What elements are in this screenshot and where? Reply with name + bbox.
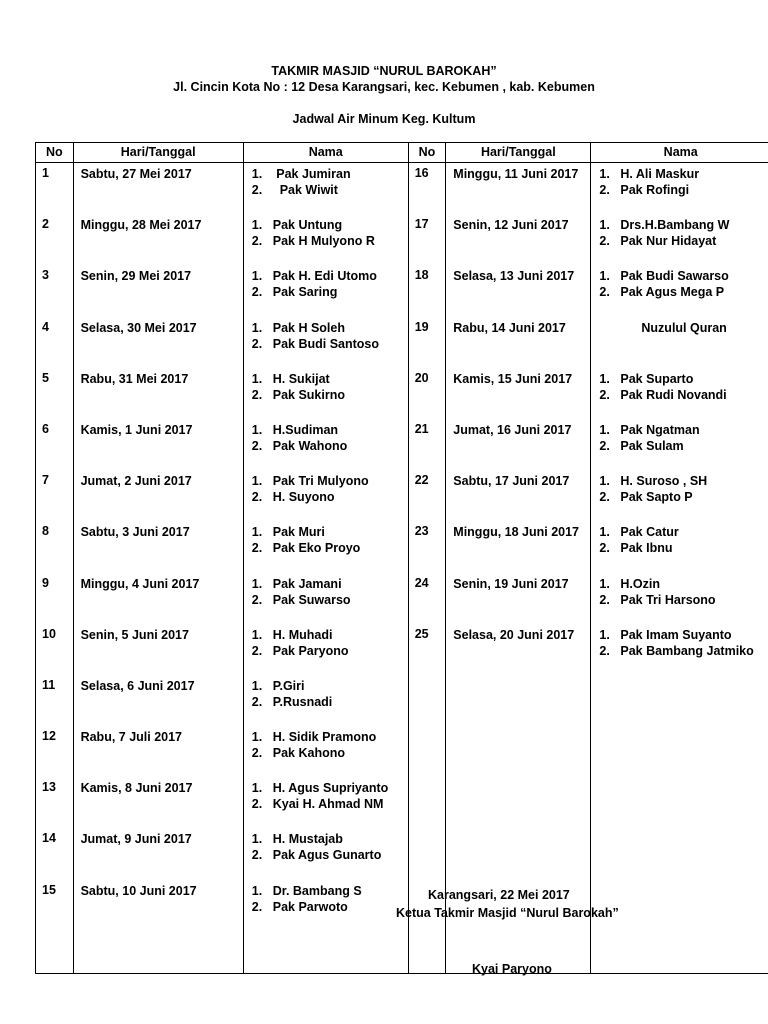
person-name: H. Suyono [272,490,335,505]
names-list [244,729,408,761]
person-name: Pak Bambang Jatmiko [620,643,754,658]
cell-names [243,317,408,368]
list-item [251,320,408,336]
person-name: Pak Tri Mulyono [272,474,369,489]
person-name: H. Sukijat [272,371,330,386]
header-no: No [408,143,446,163]
person-name: H. Mustajab [272,832,343,847]
signature-name: Kyai Paryono [472,962,552,976]
cell-names [591,726,768,777]
signature-place-date: Karangsari, 22 Mei 2017 [428,888,570,902]
cell-names [243,368,408,419]
names-list [591,473,768,505]
person-name: H. Sidik Pramono [272,730,377,745]
table-row [36,521,768,572]
list-number: 1. [251,627,263,642]
person-name: Pak Suwarso [272,592,351,607]
cell-day: Kamis, 15 Juni 2017 [446,368,591,419]
list-item [251,268,408,284]
person-name: Pak H. Edi Utomo [272,269,377,284]
cell-names [591,317,768,368]
list-item [251,166,408,182]
table-row [36,419,768,470]
list-number: 2. [251,336,263,351]
cell-names [591,214,768,265]
cell-no: 20 [408,368,446,419]
list-item [599,473,768,489]
list-number: 1. [251,320,263,335]
list-number: 2. [251,490,263,505]
cell-day: Senin, 12 Juni 2017 [446,214,591,265]
names-list [591,627,768,659]
cell-names [591,777,768,828]
cell-day: Selasa, 13 Juni 2017 [446,265,591,316]
person-name: Pak Suparto [620,371,694,386]
list-item [599,387,768,403]
list-item [251,422,408,438]
cell-no [408,726,446,777]
list-item [599,592,768,608]
cell-no: 14 [36,828,74,879]
list-item [251,473,408,489]
cell-names [591,573,768,624]
list-number: 2. [251,285,263,300]
list-number: 1. [599,371,610,386]
cell-no: 24 [408,573,446,624]
cell-no: 21 [408,419,446,470]
cell-no [408,828,446,879]
list-item [251,336,408,352]
cell-day: Senin, 29 Mei 2017 [73,265,243,316]
person-name: Pak Jumiran [272,167,351,181]
list-item [251,831,408,847]
table-row [36,777,768,828]
list-item [251,847,408,863]
list-number: 1. [251,167,263,181]
list-item [251,540,408,556]
person-name: Pak Wahono [272,438,348,453]
list-item [599,268,768,284]
list-item [599,371,768,387]
cell-names [243,880,408,931]
table-row [36,317,768,368]
list-number: 1. [251,781,263,796]
list-item [251,694,408,710]
person-name: P.Rusnadi [272,694,333,709]
person-name: Pak Budi Santoso [272,336,380,351]
cell-day: Senin, 5 Juni 2017 [73,624,243,675]
list-item [599,284,768,300]
table-row [36,265,768,316]
names-list [244,883,408,915]
empty-cell [408,931,446,974]
person-name: H. Ali Maskur [620,167,700,181]
list-number: 1. [251,218,263,233]
cell-day: Jumat, 2 Juni 2017 [73,470,243,521]
list-number: 2. [251,387,263,402]
list-item [251,780,408,796]
names-list [244,831,408,863]
cell-day: Minggu, 18 Juni 2017 [446,521,591,572]
list-item [251,182,408,198]
cell-no: 25 [408,624,446,675]
list-item [251,524,408,540]
list-number: 2. [599,592,610,607]
cell-no: 3 [36,265,74,316]
list-number: 1. [251,576,263,591]
list-number: 2. [599,183,610,197]
list-number: 2. [251,899,263,914]
cell-day: Sabtu, 10 Juni 2017 [73,880,243,931]
cell-day: Kamis, 1 Juni 2017 [73,419,243,470]
list-number: 2. [599,387,610,402]
cell-names [591,828,768,879]
cell-day: Sabtu, 3 Juni 2017 [73,521,243,572]
cell-no: 17 [408,214,446,265]
list-number: 1. [599,576,610,591]
cell-no: 19 [408,317,446,368]
cell-names [243,419,408,470]
empty-cell [36,931,74,974]
cell-names [243,163,408,215]
person-name: Pak Paryono [272,643,349,658]
names-list [244,166,408,198]
cell-day: Jumat, 9 Juni 2017 [73,828,243,879]
list-item [599,576,768,592]
list-number: 1. [599,627,610,642]
person-name: Pak Muri [272,525,325,540]
list-item [251,678,408,694]
names-list [591,524,768,556]
person-name: Pak Ibnu [620,541,673,556]
header-no: No [36,143,74,163]
cell-no: 8 [36,521,74,572]
person-name: H. Muhadi [272,627,333,642]
person-name: Pak Ngatman [620,422,700,437]
list-item [251,899,408,915]
table-row [36,163,768,215]
cell-no: 1 [36,163,74,215]
list-number: 2. [251,848,263,863]
cell-names [243,675,408,726]
list-item [251,729,408,745]
names-list [244,678,408,710]
list-item [251,371,408,387]
cell-day [446,777,591,828]
cell-day: Selasa, 30 Mei 2017 [73,317,243,368]
table-header-row [36,143,768,163]
person-name: Pak Untung [272,218,343,233]
list-number: 1. [251,269,263,284]
table-row [36,470,768,521]
cell-day: Selasa, 20 Juni 2017 [446,624,591,675]
list-number: 1. [599,269,610,284]
names-list [244,524,408,556]
person-name: H.Ozin [620,576,660,591]
list-number: 2. [599,285,610,300]
cell-names [243,470,408,521]
cell-day: Minggu, 4 Juni 2017 [73,573,243,624]
list-item [251,576,408,592]
cell-no: 12 [36,726,74,777]
list-item [251,489,408,505]
cell-no: 16 [408,163,446,215]
cell-day: Minggu, 28 Mei 2017 [73,214,243,265]
cell-names [591,419,768,470]
person-name: Pak Jamani [272,576,342,591]
cell-names [243,214,408,265]
cell-day: Minggu, 11 Juni 2017 [446,163,591,215]
cell-day: Kamis, 8 Juni 2017 [73,777,243,828]
list-number: 1. [599,218,610,233]
person-name: Pak Tri Harsono [620,592,716,607]
list-number: 1. [251,525,263,540]
document-title: Jadwal Air Minum Keg. Kultum [292,112,476,126]
table-row [36,624,768,675]
cell-names [243,777,408,828]
list-number: 2. [251,541,263,556]
names-list [244,217,408,249]
cell-names [591,521,768,572]
cell-no: 18 [408,265,446,316]
table-row [36,368,768,419]
list-number: 2. [251,592,263,607]
cell-day [446,726,591,777]
list-item [251,592,408,608]
signature-role: Ketua Takmir Masjid “Nurul Barokah” [396,906,619,920]
list-item [599,217,768,233]
list-item [599,489,768,505]
schedule-table [35,142,768,974]
person-name: Pak Eko Proyo [272,541,361,556]
names-list [244,320,408,352]
person-name: Pak Budi Sawarso [620,269,729,284]
cell-day: Sabtu, 27 Mei 2017 [73,163,243,215]
cell-names [591,368,768,419]
names-list [244,576,408,608]
list-item [251,883,408,899]
list-number: 2. [599,541,610,556]
org-address: Jl. Cincin Kota No : 12 Desa Karangsari, kec. Kebumen , kab. Kebumen [173,80,595,94]
person-name: Pak Imam Suyanto [620,627,732,642]
cell-day [446,828,591,879]
cell-no: 7 [36,470,74,521]
names-list [591,576,768,608]
cell-no: 15 [36,880,74,931]
cell-no: 11 [36,675,74,726]
list-number: 1. [599,422,610,437]
list-number: 2. [251,797,263,812]
person-name: H.Sudiman [272,422,339,437]
cell-names [243,265,408,316]
names-list [591,371,768,403]
names-list [244,268,408,300]
list-item [599,166,768,182]
empty-cell [243,931,408,974]
table-row [36,828,768,879]
header-day: Hari/Tanggal [73,143,243,163]
cell-names [591,265,768,316]
list-number: 1. [599,525,610,540]
list-item [251,233,408,249]
schedule-body [36,163,768,974]
list-item [599,438,768,454]
table-row [36,573,768,624]
list-item [599,627,768,643]
list-number: 2. [599,490,610,505]
names-list [244,627,408,659]
list-number: 1. [251,883,263,898]
names-list [591,422,768,454]
cell-names [243,828,408,879]
cell-names [591,470,768,521]
table-row-empty [36,931,768,974]
cell-day: Selasa, 6 Juni 2017 [73,675,243,726]
person-name: Pak Sapto P [620,490,693,505]
list-number: 1. [251,678,263,693]
list-number: 2. [251,746,263,761]
list-number: 2. [251,234,263,249]
person-name: Dr. Bambang S [272,883,362,898]
person-name: Pak Agus Gunarto [272,848,382,863]
list-number: 1. [251,730,263,745]
table-row [36,726,768,777]
person-name: Pak H Mulyono R [272,234,375,249]
cell-no [408,777,446,828]
cell-names [243,624,408,675]
cell-names [591,675,768,726]
list-number: 2. [251,694,263,709]
list-item [251,745,408,761]
person-name: Pak Parwoto [272,899,348,914]
cell-names [243,521,408,572]
header-names: Nama [591,143,768,163]
names-list [244,780,408,812]
names-list [244,371,408,403]
person-name: Pak Nur Hidayat [620,234,717,249]
list-item [599,182,768,198]
cell-day: Rabu, 7 Juli 2017 [73,726,243,777]
cell-no: 6 [36,419,74,470]
cell-names [243,573,408,624]
person-name: Pak Rudi Novandi [620,387,727,402]
list-item [251,387,408,403]
header-names: Nama [243,143,408,163]
cell-day: Senin, 19 Juni 2017 [446,573,591,624]
names-list [244,473,408,505]
list-item [599,422,768,438]
list-number: 2. [599,438,610,453]
cell-no: 2 [36,214,74,265]
list-item [251,627,408,643]
list-number: 1. [251,474,263,489]
person-name: H. Suroso , SH [620,474,708,489]
list-number: 1. [251,832,263,847]
cell-no: 22 [408,470,446,521]
cell-no: 9 [36,573,74,624]
list-item [599,643,768,659]
cell-no: 5 [36,368,74,419]
cell-no: 10 [36,624,74,675]
names-list [591,217,768,249]
list-item [599,233,768,249]
cell-names [243,726,408,777]
cell-no: 23 [408,521,446,572]
list-item [599,540,768,556]
list-item [251,643,408,659]
person-name: Pak Sukirno [272,387,345,402]
table-row [36,675,768,726]
cell-day: Jumat, 16 Juni 2017 [446,419,591,470]
list-number: 1. [599,167,610,181]
list-item [599,524,768,540]
cell-no: 13 [36,777,74,828]
cell-day: Rabu, 14 Juni 2017 [446,317,591,368]
table-row [36,214,768,265]
empty-cell [591,931,768,974]
cell-names [591,163,768,215]
list-number: 1. [599,474,610,489]
cell-day: Rabu, 31 Mei 2017 [73,368,243,419]
names-list [591,268,768,300]
names-list [244,422,408,454]
list-item [251,217,408,233]
org-title: TAKMIR MASJID “NURUL BAROKAH” [271,64,497,78]
list-item [251,438,408,454]
list-number: 1. [251,371,263,386]
special-event: Nuzulul Quran [641,320,727,335]
list-number: 2. [251,438,263,453]
person-name: Pak Catur [620,525,679,540]
person-name: P.Giri [272,678,305,693]
list-number: 2. [251,643,263,658]
list-item [251,796,408,812]
cell-no: 4 [36,317,74,368]
person-name: Kyai H. Ahmad NM [272,797,384,812]
cell-day [446,675,591,726]
cell-day: Sabtu, 17 Juni 2017 [446,470,591,521]
person-name: Pak Rofingi [620,183,690,197]
person-name: Pak Agus Mega P [620,285,725,300]
names-list [591,166,768,198]
list-number: 2. [599,234,610,249]
person-name: H. Agus Supriyanto [272,781,389,796]
list-number: 2. [251,183,263,197]
list-item [251,284,408,300]
cell-names [591,624,768,675]
empty-cell [73,931,243,974]
person-name: Pak Saring [272,285,338,300]
header-day: Hari/Tanggal [446,143,591,163]
list-number: 1. [251,422,263,437]
person-name: Pak Sulam [620,438,684,453]
cell-no [408,675,446,726]
list-number: 2. [599,643,610,658]
person-name: Drs.H.Bambang W [620,218,730,233]
person-name: Pak Wiwit [272,183,338,197]
person-name: Pak H Soleh [272,320,345,335]
person-name: Pak Kahono [272,746,345,761]
